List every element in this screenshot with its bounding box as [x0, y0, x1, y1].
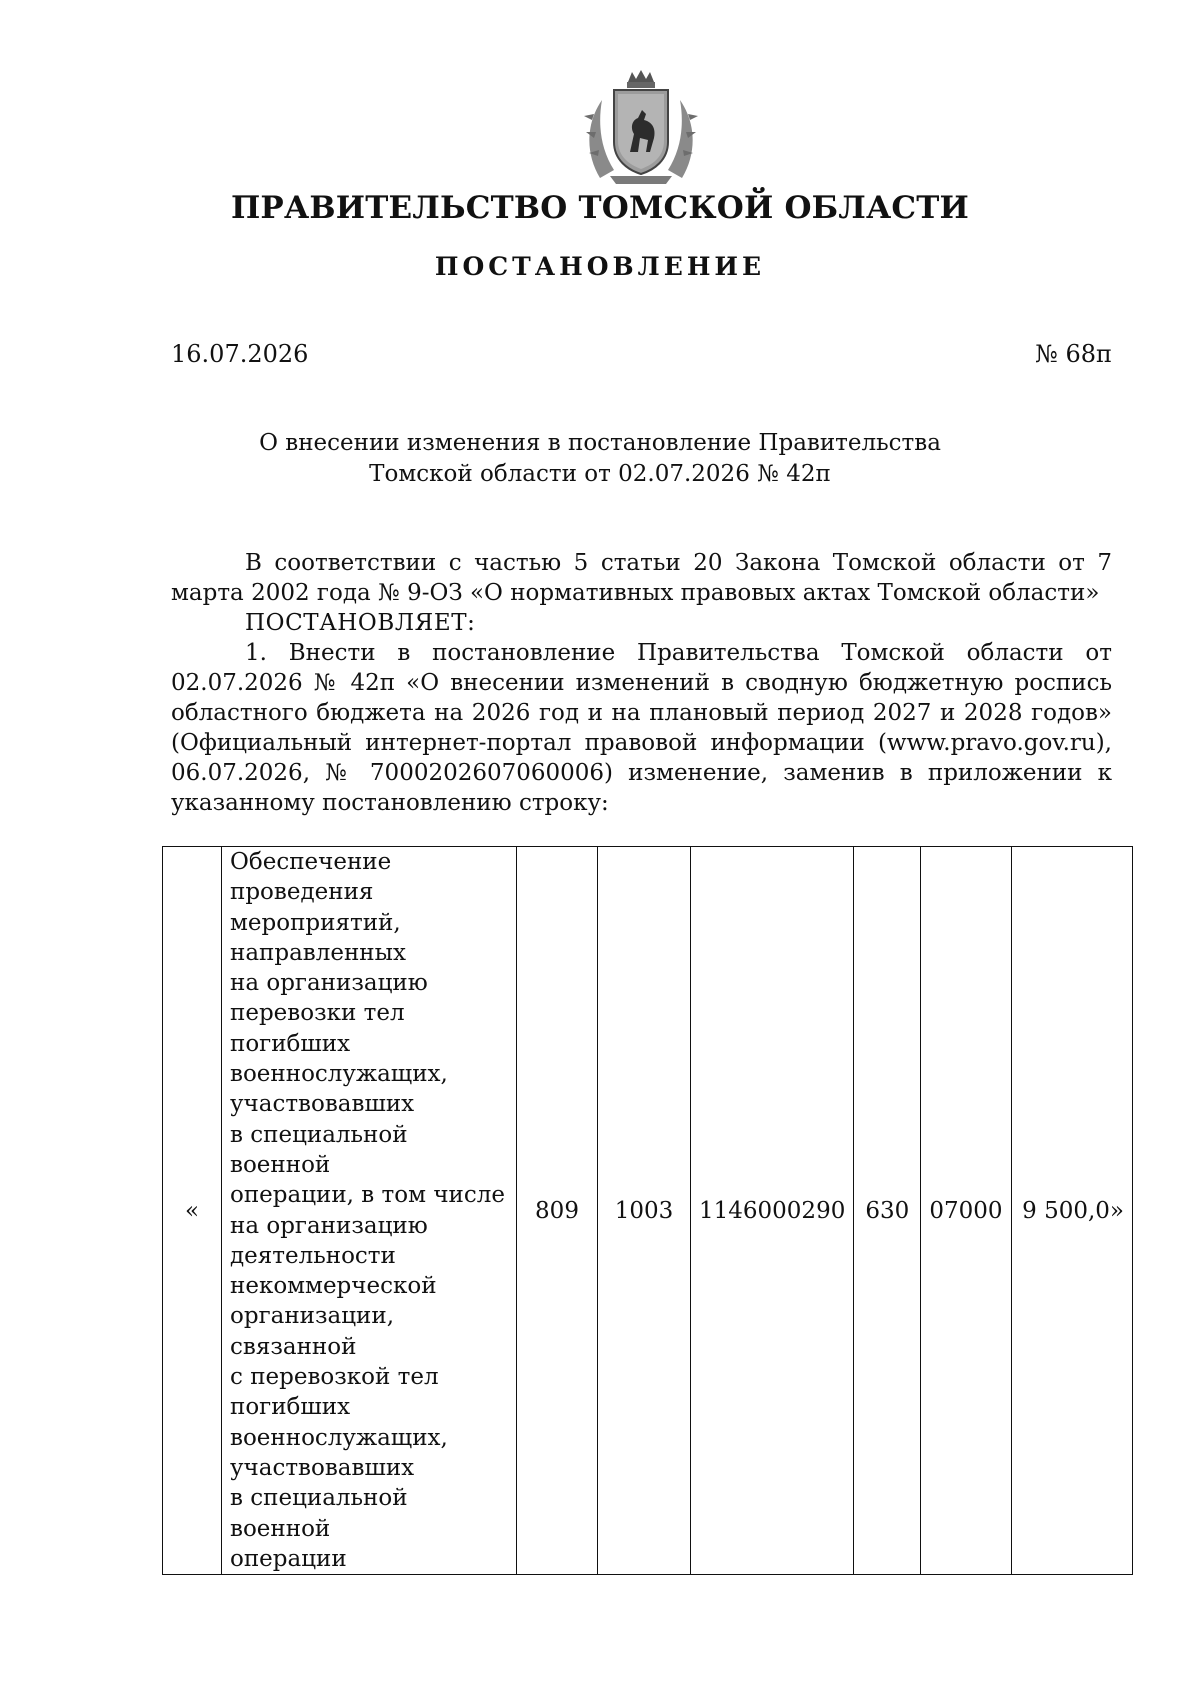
preamble-paragraph: В соответствии с частью 5 статьи 20 Закона Томской области от 7 марта 2002 года № 9-ОЗ «О нормативных правовых актах Томской области» — [171, 550, 1112, 606]
ministry-code-cell: 809 — [517, 847, 598, 1575]
government-title: ПРАВИТЕЛЬСТВО ТОМСКОЙ ОБЛАСТИ — [230, 190, 970, 226]
tomsk-oblast-coat-of-arms-icon — [580, 68, 702, 190]
item-1-paragraph: 1. Внести в постановление Правительства Томской области от 02.07.2026 № 42п «О внесении изменений в сводную бюджетную роспись областного бюджета на 2026 год и на плановый период 2027 и 2028 годов» (Официальный интернет-портал правовой информации (www.pravo.gov.ru), 06.07.2026, № 7000202607060006) изменение, заменив в приложении к указанному постановлению строку: — [171, 640, 1112, 816]
amendment-table — [162, 846, 1133, 1575]
amount-cell: 9 500,0» — [1011, 847, 1132, 1575]
open-quote-cell: « — [163, 847, 222, 1575]
section-code-cell: 1003 — [598, 847, 691, 1575]
document-subject — [0, 428, 1200, 490]
description-cell: Обеспечение проведения мероприятий, направленных на организацию перевозки тел погибших военнослужащих, участвовавших в специальной военной операции, в том числе на организацию деятельности некоммерческой организации, связанной с перевозкой тел погибших военнослужащих, участвовавших в специальной военной операции — [222, 847, 517, 1575]
document-body — [171, 548, 1112, 818]
resolves-line: ПОСТАНОВЛЯЕТ: — [245, 610, 476, 636]
subject-line-1: О внесении изменения в постановление Правительства — [259, 430, 941, 456]
target-article-cell: 1146000290 — [691, 847, 854, 1575]
table-row — [163, 847, 1133, 1575]
document-number: № 68п — [1035, 340, 1112, 368]
expense-type-cell: 630 — [854, 847, 921, 1575]
document-type: ПОСТАНОВЛЕНИЕ — [434, 252, 766, 281]
subject-line-2: Томской области от 02.07.2026 № 42п — [369, 461, 831, 487]
document-date: 16.07.2026 — [171, 340, 309, 368]
extra-code-cell: 07000 — [921, 847, 1011, 1575]
